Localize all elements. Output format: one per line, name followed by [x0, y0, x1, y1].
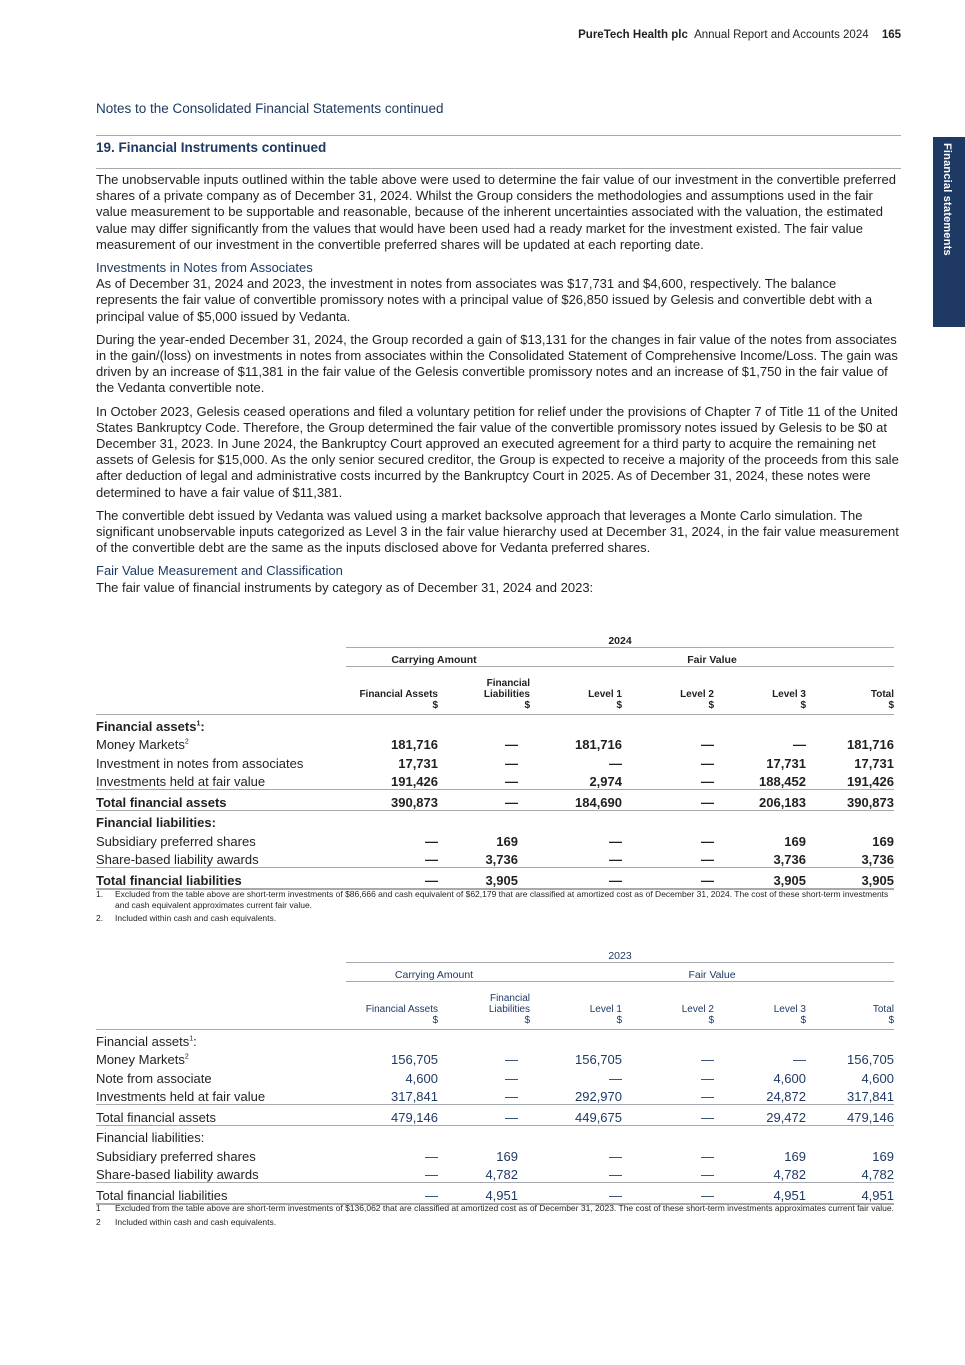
column-header-line2: Liabilities — [488, 1004, 530, 1015]
column-header — [622, 982, 714, 1030]
cell-value: — — [701, 1089, 714, 1105]
year-header-row — [96, 631, 894, 648]
cell-value: — — [425, 833, 438, 849]
cell-value: — — [701, 737, 714, 753]
paragraph: In October 2023, Gelesis ceased operations and filed a voluntary petition for relief under the provisions of Chapter 7 of Title 11 of the United States Bankruptcy Code. Therefore, the Group determined the fair value of the convertible promissory notes issued by Gelesis to be $0 at December 31, 2023. In June 2024, the Bankruptcy Court approved an executed agreement for a third party to acquire the remaining net assets of Gelesis for $15,000. As the only senior secured creditor, the Group is expected to receive a majority of the proceeds from this sale after deduction of legal and administrative costs incurred by the Bankruptcy Court in 2025. As of December 31, 2024, these notes were determined to have a fair value of $11,381. — [96, 403, 899, 500]
cell-value: 24,872 — [766, 1089, 806, 1105]
column-header-line2: Financial Assets — [359, 689, 438, 700]
cell-value: 479,146 — [806, 1105, 894, 1126]
cell-value: — — [622, 1105, 714, 1126]
row-label: Note from associate — [96, 1070, 212, 1086]
footnote-text: Included within cash and cash equivalents. — [115, 1216, 277, 1227]
cell-value: 181,716 — [847, 737, 894, 753]
divider — [96, 135, 901, 136]
cell-value: — — [701, 774, 714, 790]
cell-value: — — [505, 1052, 518, 1068]
group-header-row — [96, 963, 894, 982]
column-header-unit: $ — [616, 1015, 622, 1026]
column-header-line2: Level 2 — [681, 1004, 714, 1015]
liabilities-heading: Financial liabilities: — [96, 1129, 205, 1145]
cell-value: 17,731 — [854, 755, 894, 771]
footnote-number: 1 — [96, 1203, 101, 1213]
cell-value: 449,675 — [530, 1105, 622, 1126]
row-label: Total financial liabilities — [96, 868, 346, 890]
cell-value: — — [425, 1148, 438, 1164]
cell-value: 390,873 — [346, 790, 438, 811]
cell-value: 156,705 — [575, 1052, 622, 1068]
cell-value: 3,905 — [438, 868, 530, 890]
table-row — [96, 849, 894, 868]
footnote-text: Included within cash and cash equivalents. — [115, 913, 277, 923]
cell-value: 169 — [496, 1148, 518, 1164]
footnote — [96, 889, 896, 910]
footnote — [96, 1217, 896, 1228]
section-heading-row — [96, 811, 894, 830]
cell-value: 188,452 — [759, 774, 806, 790]
paragraph: The convertible debt issued by Vedanta was valued using a market backsolve approach that leverages a Monte Carlo simulation. The significant unobservable inputs categorized as Level 3 in the fair value hierarchy used at December 31, 2024, in the fair value measurement of the convertible debt are the same as the inputs disclosed above for Vedanta preferred shares. — [96, 507, 899, 556]
footnote-ref: 2 — [184, 738, 189, 746]
subheading: Fair Value Measurement and Classification — [96, 563, 343, 579]
cell-value: — — [701, 833, 714, 849]
column-header — [714, 667, 806, 715]
column-header-unit: $ — [708, 700, 714, 711]
footnote-text: Excluded from the table above are short-term investments of $86,666 and cash equivalent of $62,179 that are classified at amortized cost as of December 31, 2024. The cost of these short-term investments and cash equivalent approximates current fair value. — [115, 889, 889, 910]
table-row — [96, 1145, 894, 1164]
column-header-unit: $ — [800, 700, 806, 711]
column-header-unit: $ — [888, 1015, 894, 1026]
group-carrying-amount: Carrying Amount — [346, 648, 530, 667]
cell-value: — — [701, 1052, 714, 1068]
footnote-ref: 2 — [184, 1053, 189, 1061]
column-header-line1 — [622, 678, 714, 689]
cell-value: — — [425, 1167, 438, 1183]
column-header-line1 — [806, 993, 894, 1004]
column-header-unit: $ — [524, 1015, 530, 1026]
cell-value: — — [609, 755, 622, 771]
total-row — [96, 1105, 894, 1126]
cell-value: 29,472 — [714, 1105, 806, 1126]
table-row — [96, 1067, 894, 1086]
year-label: 2024 — [346, 631, 894, 648]
liabilities-heading: Financial liabilities: — [96, 814, 216, 830]
cell-value: — — [701, 1167, 714, 1183]
cell-value: — — [609, 1070, 622, 1086]
cell-value: 17,731 — [766, 755, 806, 771]
footnote-ref: 1 — [196, 720, 201, 728]
assets-heading-text: Financial assets — [96, 718, 197, 734]
subheading: Investments in Notes from Associates — [96, 260, 313, 276]
cell-value: 4,951 — [714, 1183, 806, 1205]
body-text — [96, 172, 901, 603]
cell-value: 181,716 — [575, 737, 622, 753]
footnote — [96, 913, 896, 924]
divider — [96, 168, 901, 169]
cell-value: — — [701, 1070, 714, 1086]
column-header — [622, 667, 714, 715]
cell-value: 191,426 — [847, 774, 894, 790]
cell-value: — — [505, 774, 518, 790]
cell-value: 206,183 — [714, 790, 806, 811]
cell-value: 169 — [872, 1148, 894, 1164]
column-header-line1: Financial — [486, 678, 530, 689]
cell-value: — — [505, 755, 518, 771]
cell-value: 169 — [872, 833, 894, 849]
column-header-line1 — [530, 678, 622, 689]
fair-value-table-2023 — [96, 946, 894, 1205]
cell-value: 169 — [784, 1148, 806, 1164]
notes-title: Notes to the Consolidated Financial Statements continued — [96, 101, 444, 116]
page-number: 165 — [881, 29, 901, 41]
cell-value: 390,873 — [806, 790, 894, 811]
cell-value: — — [622, 868, 714, 890]
cell-value: 317,841 — [391, 1089, 438, 1105]
total-row — [96, 790, 894, 811]
cell-value: — — [438, 1105, 530, 1126]
assets-heading: Financial assets$^1$: — [96, 718, 205, 734]
paragraph — [96, 563, 901, 595]
page-header — [578, 29, 901, 41]
year-header-row — [96, 946, 894, 963]
column-header-unit: $ — [708, 1015, 714, 1026]
column-header-line1 — [346, 678, 438, 689]
footnotes-2023 — [96, 1203, 896, 1230]
column-header-line2: Total — [870, 689, 894, 700]
column-header — [438, 667, 530, 715]
column-header-line2: Financial Assets — [365, 1004, 438, 1015]
column-header-line1 — [622, 993, 714, 1004]
cell-value: — — [622, 1183, 714, 1205]
column-header-line1 — [346, 993, 438, 1004]
cell-value: 4,600 — [405, 1070, 438, 1086]
year-label: 2023 — [346, 946, 894, 963]
table-row — [96, 734, 894, 753]
footnote-number: 1. — [96, 889, 104, 899]
cell-value: — — [609, 833, 622, 849]
section-title: 19. Financial Instruments continued — [96, 140, 327, 155]
cell-value: 4,951 — [806, 1183, 894, 1205]
footnote-text: Excluded from the table above are short-term investments of $136,062 that are classified at amortized cost as of December 31, 2023. The cost of these short-term investments approximates current fair value. — [115, 1203, 894, 1213]
cell-value: 4,782 — [773, 1167, 806, 1183]
cell-value: — — [609, 1148, 622, 1164]
section-heading-row — [96, 715, 894, 734]
cell-value: 292,970 — [575, 1089, 622, 1105]
cell-value: 2,974 — [589, 774, 622, 790]
column-header-unit: $ — [432, 700, 438, 711]
row-label: Money Markets$^2$ — [96, 737, 189, 753]
column-header-line2: Level 2 — [680, 689, 714, 700]
row-label: Total financial liabilities — [96, 1183, 346, 1205]
column-header-line2: Level 1 — [588, 689, 622, 700]
assets-heading-text: Financial assets — [96, 1033, 190, 1049]
row-label: Total financial assets — [96, 790, 346, 811]
cell-value: — — [425, 852, 438, 868]
report-title: Annual Report and Accounts 2024 — [694, 29, 869, 41]
cell-value: — — [505, 737, 518, 753]
group-carrying-amount: Carrying Amount — [346, 963, 530, 982]
column-header-unit: $ — [888, 700, 894, 711]
paragraph: The unobservable inputs outlined within the table above were used to determine the fair value of our investment in the convertible preferred shares of a private company as of December 31, 2024. Whilst the Group considers the methodologies and assumptions used in the fair value measurement to be supportable and reasonable, because of the inherent uncertainties associated with the valuation, the estimated value may differ significantly from the values that would have been used had a ready market for the investment existed. The fair value measurement of our investment in the convertible preferred shares will be updated at each reporting date. — [96, 172, 896, 252]
cell-value: — — [622, 790, 714, 811]
section-heading-row — [96, 1126, 894, 1145]
column-header — [714, 982, 806, 1030]
paragraph: During the year-ended December 31, 2024, the Group recorded a gain of $13,131 for the changes in fair value of the notes from associates in the gain/(loss) on investments in notes from associates within the Consolidated Statement of Comprehensive Income/Loss. The gain was driven by an increase of $11,381 in the fair value of the Gelesis convertible promissory notes and an increase of $1,750 in the fair value of the Vedanta convertible note. — [96, 331, 898, 396]
cell-value: 3,905 — [714, 868, 806, 890]
cell-value: — — [793, 737, 806, 753]
cell-value: — — [530, 1183, 622, 1205]
cell-value: 4,951 — [438, 1183, 530, 1205]
column-header-line1 — [806, 678, 894, 689]
table-row — [96, 830, 894, 849]
cell-value: — — [505, 1089, 518, 1105]
group-header-row — [96, 648, 894, 667]
paragraph-text: As of December 31, 2024 and 2023, the investment in notes from associates was $17,731 and $4,600, respectively. The balance represents the fair value of convertible promissory notes with a principal value of $26,850 issued by Gelesis and convertible debt with a principal value of $5,000 issued by Vedanta. — [96, 276, 873, 324]
column-header-row — [96, 667, 894, 715]
footnote-number: 2 — [96, 1216, 101, 1227]
group-fair-value: Fair Value — [530, 963, 894, 982]
table-row — [96, 771, 894, 790]
side-tab-label: Financial statements — [941, 143, 953, 256]
column-header — [530, 982, 622, 1030]
footnote-ref: 1 — [189, 1035, 194, 1043]
cell-value: 4,782 — [861, 1167, 894, 1183]
column-header-unit: $ — [800, 1015, 806, 1026]
footnote-number: 2. — [96, 913, 104, 923]
cell-value: 4,782 — [485, 1167, 518, 1183]
cell-value: 3,736 — [861, 852, 894, 868]
cell-value: — — [701, 852, 714, 868]
cell-value: — — [701, 755, 714, 771]
table-row — [96, 752, 894, 771]
row-label: Share-based liability awards — [96, 852, 259, 868]
table-row — [96, 1086, 894, 1105]
column-header — [438, 982, 530, 1030]
cell-value: — — [346, 1183, 438, 1205]
cell-value: 191,426 — [391, 774, 438, 790]
cell-value: 17,731 — [398, 755, 438, 771]
table-row — [96, 1164, 894, 1183]
cell-value: — — [701, 1148, 714, 1164]
row-label: Money Markets$^2$ — [96, 1052, 189, 1068]
row-label: Investment in notes from associates — [96, 755, 304, 771]
column-header-row — [96, 982, 894, 1030]
section-side-tab[interactable] — [933, 137, 965, 327]
cell-value: 4,600 — [773, 1070, 806, 1086]
table-row — [96, 1049, 894, 1068]
column-header-line2: Level 3 — [773, 1004, 806, 1015]
column-header-line2: Level 3 — [772, 689, 806, 700]
cell-value: — — [505, 1070, 518, 1086]
footnote — [96, 1203, 896, 1214]
column-header — [346, 667, 438, 715]
column-header-unit: $ — [432, 1015, 438, 1026]
column-header-line1 — [530, 993, 622, 1004]
total-row — [96, 868, 894, 890]
cell-value: 156,705 — [391, 1052, 438, 1068]
cell-value: 181,716 — [391, 737, 438, 753]
fair-value-table-2024 — [96, 631, 894, 890]
column-header — [346, 982, 438, 1030]
cell-value: 169 — [496, 833, 518, 849]
cell-value: 4,600 — [861, 1070, 894, 1086]
cell-value: — — [530, 868, 622, 890]
cell-value: — — [609, 1167, 622, 1183]
column-header-unit: $ — [524, 700, 530, 711]
row-label: Subsidiary preferred shares — [96, 1148, 256, 1164]
column-header-line2: Level 1 — [589, 1004, 622, 1015]
paragraph-text: The fair value of financial instruments by category as of December 31, 2024 and 2023: — [96, 579, 594, 595]
cell-value: 184,690 — [530, 790, 622, 811]
cell-value: — — [793, 1052, 806, 1068]
footnotes-2024 — [96, 889, 896, 927]
column-header-line1 — [714, 678, 806, 689]
cell-value: 156,705 — [847, 1052, 894, 1068]
column-header-line2: Liabilities — [483, 689, 530, 700]
row-label: Subsidiary preferred shares — [96, 833, 256, 849]
column-header — [530, 667, 622, 715]
cell-value: 3,736 — [485, 852, 518, 868]
row-label: Total financial assets — [96, 1105, 346, 1126]
cell-value: 479,146 — [346, 1105, 438, 1126]
row-label: Share-based liability awards — [96, 1167, 259, 1183]
row-label: Investments held at fair value — [96, 774, 266, 790]
column-header-line2: Total — [872, 1004, 894, 1015]
total-row — [96, 1183, 894, 1205]
column-header-line1 — [714, 993, 806, 1004]
cell-value: 3,905 — [806, 868, 894, 890]
brand-name: PureTech Health plc — [578, 29, 688, 41]
column-header-unit: $ — [616, 700, 622, 711]
section-heading-row — [96, 1030, 894, 1049]
cell-value: 3,736 — [773, 852, 806, 868]
cell-value: 317,841 — [847, 1089, 894, 1105]
column-header — [806, 667, 894, 715]
cell-value: — — [346, 868, 438, 890]
cell-value: — — [609, 852, 622, 868]
column-header — [806, 982, 894, 1030]
group-fair-value: Fair Value — [530, 648, 894, 667]
cell-value: 169 — [784, 833, 806, 849]
paragraph — [96, 260, 901, 325]
assets-heading: Financial assets$^1$: — [96, 1033, 197, 1049]
row-label: Investments held at fair value — [96, 1089, 266, 1105]
column-header-line1: Financial — [489, 993, 530, 1004]
cell-value: — — [438, 790, 530, 811]
